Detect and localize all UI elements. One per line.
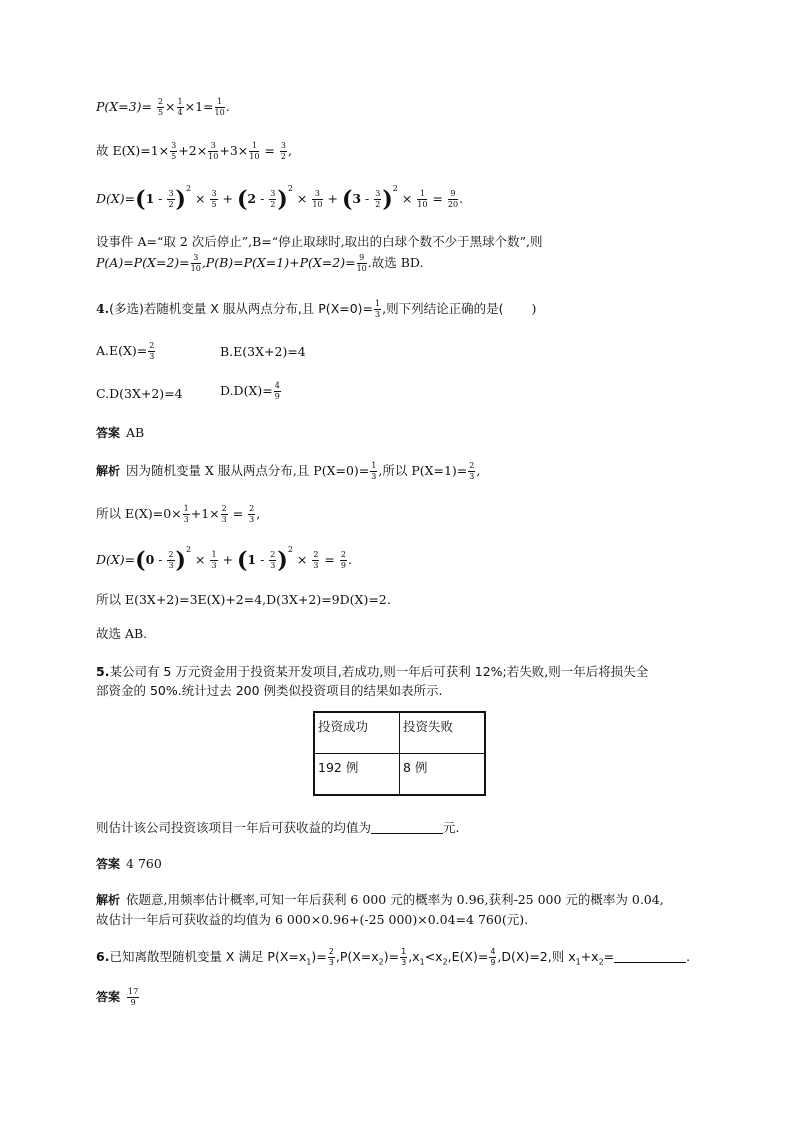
q5-stem-1 (96, 664, 648, 679)
text: .故选 BD. (367, 255, 424, 270)
text: )= (383, 949, 400, 964)
text: 依题意,用频率估计概率,可知一年后获利 6 000 元的概率为 0.96,获利-25 000 元的概率为 0.04, (126, 892, 664, 907)
text: D(X)= (96, 191, 136, 206)
fraction: $\frac{1}{10}$ (214, 97, 225, 117)
answer-text: AB (126, 425, 145, 440)
text: (多选)若随机变量 X 服从两点分布,且 P(X=0)= (109, 301, 374, 316)
table-row (314, 754, 485, 796)
table-cell: 192 例 (314, 754, 400, 796)
text: ) (531, 301, 537, 316)
q4-analysis-3: D(X)=(0 - $\frac{2}{3}$ )$^2$ × $\frac{1}{3}$ + (1 - $\frac{2}{3}$ )$^2$ × $\frac{2}{3}$ = $\frac{2}{9}$ . (96, 545, 352, 574)
text: D.D(X)= (220, 383, 273, 398)
text: <x (424, 949, 443, 964)
line-px3: P(X=3)= $\frac{2}{5}$ × $\frac{1}{4}$ ×1= $\frac{1}{10}$ . (96, 97, 230, 117)
text: ,P(B)=P(X=1)+P(X=2)= (201, 255, 356, 270)
q4-analysis-2: 所以 E(X)=0× $\frac{1}{3}$ +1× $\frac{2}{3}$ = $\frac{2}{3}$ , (96, 504, 261, 524)
q5-stem-2: 部资金的 50%.统计过去 200 例类似投资项目的结果如表所示. (96, 683, 443, 698)
text: P(X=3)= (96, 99, 152, 114)
line-dx: D(X)=(1 - $\frac{3}{2}$ )$^2$ × $\frac{3}{5}$ + (2 - $\frac{3}{2}$ )$^2$ × $\frac{3}{10}$ + (3 - $\frac{3}{2}$ )$^2$ × $\frac{1}{10}$ = $\frac{9}{20}$ . (96, 184, 464, 213)
line-events: 设事件 A=“取 2 次后停止”,B=“停止取球时,取出的白球个数不少于黑球个数”,则 (96, 234, 543, 249)
fraction: $\frac{1}{4}$ (177, 97, 183, 117)
text: )= (311, 949, 327, 964)
text: = (603, 949, 615, 964)
analysis-label: 解析 (96, 464, 121, 478)
question-number: 4. (96, 301, 110, 316)
text: . (686, 949, 691, 964)
fraction: $\frac{2}{5}$ (157, 97, 164, 117)
answer-blank (371, 821, 443, 834)
answer-fraction: $\frac{17}{9}$ (128, 987, 139, 1007)
table-header: 投资成功 (314, 712, 400, 754)
q5-question (96, 820, 460, 835)
fraction: $\frac{3}{5}$ (171, 141, 177, 161)
answer-text: 4 760 (126, 856, 162, 871)
q5-answer (96, 856, 162, 871)
fraction: $\frac{3}{2}$ (280, 141, 286, 161)
text: 元. (443, 820, 460, 835)
text: ,所以 P(X=1)= (378, 463, 468, 478)
option-d: D.D(X)= $\frac{4}{9}$ (220, 381, 280, 401)
option-b: B.E(3X+2)=4 (220, 344, 306, 359)
table-cell: 8 例 (400, 754, 486, 796)
fraction: $\frac{3}{10}$ (208, 141, 219, 161)
text: 某公司有 5 万元资金用于投资某开发项目,若成功,则一年后可获利 12%;若失败,则一年后将损失全 (109, 664, 649, 679)
answer-blank (614, 950, 686, 963)
line-pa-pb: P(A)=P(X=2)= $\frac{3}{10}$ ,P(B)=P(X=1)+P(X=2)= $\frac{9}{10}$ .故选 BD. (96, 253, 424, 273)
question-number: 5. (96, 664, 110, 679)
text: ,x (408, 949, 420, 964)
answer-label: 答案 (96, 426, 121, 440)
q4-options-ab: A.E(X)= $\frac{2}{3}$ (96, 341, 155, 361)
fraction: $\frac{1}{10}$ (249, 141, 260, 161)
text: +x (580, 949, 599, 964)
q5-analysis-2: 故估计一年后可获收益的均值为 6 000×0.96+(-25 000)×0.04=4 760(元). (96, 912, 529, 927)
q4-analysis-5: 故选 AB. (96, 626, 148, 641)
q4-analysis-1: 解析 因为随机变量 X 服从两点分布,且 P(X=0)= $\frac{1}{3}$ ,所以 P(X=1)= $\frac{2}{3}$ , (96, 461, 481, 481)
q6-stem: 6.已知离散型随机变量 X 满足 $P(X=x_1)=$ $\frac{2}{3}$ $,P(X=x_2)=$ $\frac{1}{3}$ $,x_1<x_2,E(X)=$ $\frac{4}{9}$ ,D(X)=2,则 $x_1+x_2=$ . (96, 947, 691, 967)
q4-analysis-4: 所以 E(3X+2)=3E(X)+2=4,D(3X+2)=9D(X)=2. (96, 592, 391, 607)
option-c: C.D(3X+2)=4 (96, 386, 183, 401)
analysis-label: 解析 (96, 893, 121, 907)
text: P(A)=P(X=2)= (96, 255, 190, 270)
text: ,D(X)=2,则 x (497, 949, 576, 964)
answer-label: 答案 (96, 857, 121, 871)
q4-stem: 4.(多选)若随机变量 X 服从两点分布,且 P(X=0)= $\frac{1}{3}$ ,则下列结论正确的是( ) (96, 299, 537, 319)
text: 故 E(X)= (96, 143, 151, 158)
option-a: A.E(X)= (96, 343, 148, 358)
text: ,E(X)= (447, 949, 489, 964)
q4-answer (96, 425, 144, 440)
text: ,则下列结论正确的是( (382, 301, 504, 316)
text: D(X)= (96, 552, 136, 567)
q6-answer (96, 988, 140, 1007)
text: ,P(X=x (335, 949, 379, 964)
text: 已知离散型随机变量 X 满足 P(X=x (109, 949, 307, 964)
q5-analysis-1 (96, 892, 664, 907)
answer-label: 答案 (96, 990, 121, 1004)
table-row (314, 712, 485, 754)
text: 因为随机变量 X 服从两点分布,且 P(X=0)= (126, 463, 370, 478)
table-header: 投资失败 (400, 712, 486, 754)
text: 则估计该公司投资该项目一年后可获收益的均值为 (96, 820, 372, 835)
question-number: 6. (96, 949, 110, 964)
investment-table (313, 711, 486, 796)
line-ex: 故 E(X)=1× $\frac{3}{5}$ +2× $\frac{3}{10}$ +3× $\frac{1}{10}$ = $\frac{3}{2}$ , (96, 141, 292, 161)
text: 所以 E(X)=0× (96, 506, 182, 521)
